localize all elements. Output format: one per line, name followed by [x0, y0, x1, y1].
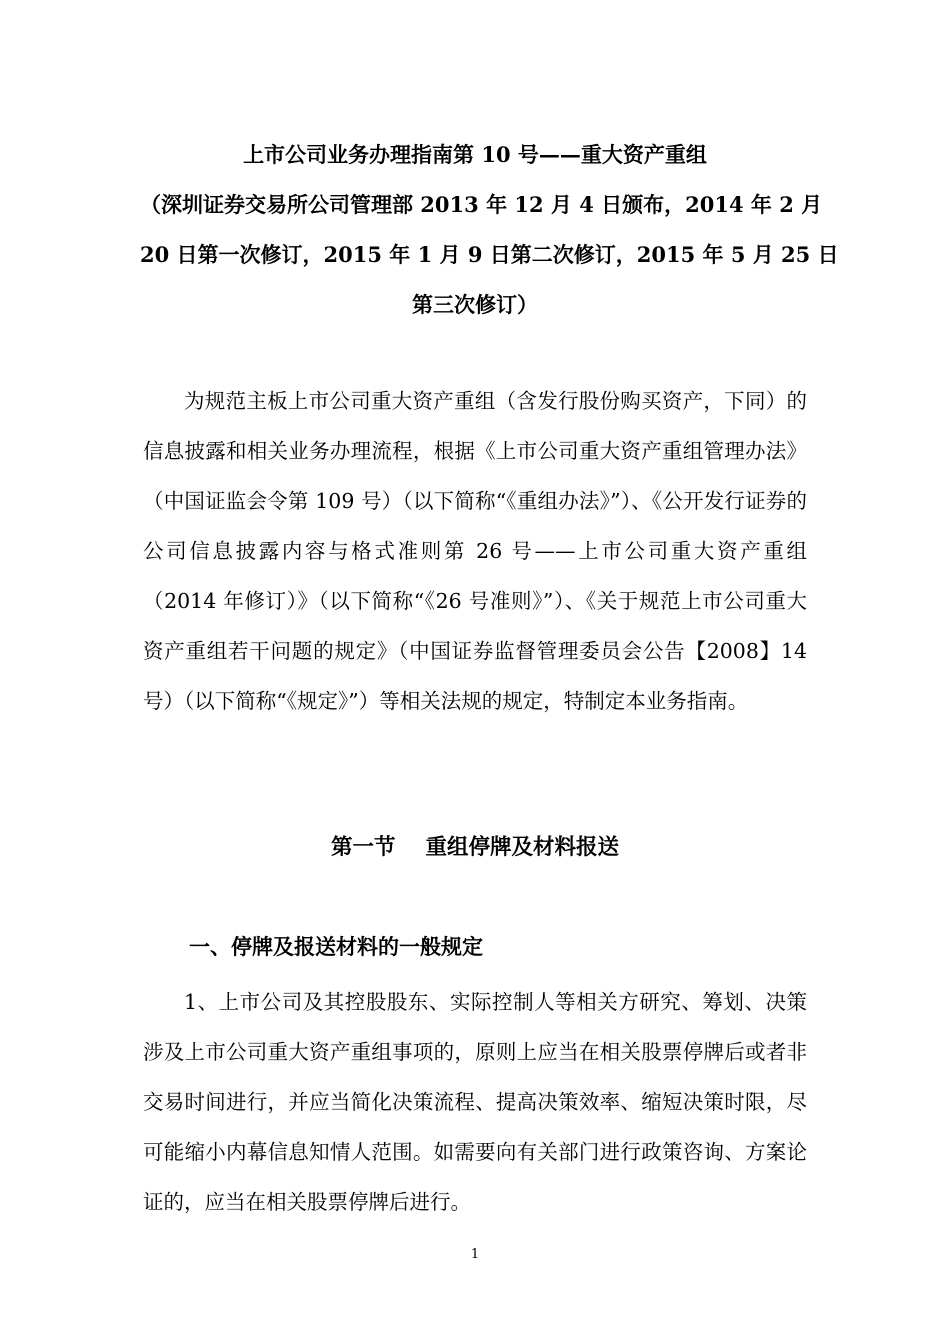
document-title	[140, 130, 839, 330]
title-line-1: 上市公司业务办理指南第 10 号——重大资产重组	[243, 142, 707, 167]
title-line-3: 20 日第一次修订，2015 年 1 月 9 日第二次修订，2015 年 5 月 25 日	[140, 242, 839, 267]
section-heading: 第一节 重组停牌及材料报送	[331, 835, 619, 860]
title-line-2: （深圳证券交易所公司管理部 2013 年 12 月 4 日颁布，2014 年 2 月	[140, 192, 823, 217]
title-line-4: 第三次修订）	[412, 292, 538, 317]
page-number: 1	[470, 1247, 480, 1262]
subsection-heading: 一、停牌及报送材料的一般规定	[189, 934, 483, 959]
body-paragraph-1: 1、上市公司及其控股股东、实际控制人等相关方研究、筹划、决策涉及上市公司重大资产重组事项的，原则上应当在相关股票停牌后或者非交易时间进行，并应当简化决策流程、提高决策效率、缩短决策时限，尽可能缩小内幕信息知情人范围。如需要向有关部门进行政策咨询、方案论证的，应当在相关股票停牌后进行。	[143, 990, 807, 1214]
intro-paragraph: 为规范主板上市公司重大资产重组（含发行股份购买资产，下同）的信息披露和相关业务办理流程，根据《上市公司重大资产重组管理办法》（中国证监会令第 109 号）（以下简称“《重组办法》”）、《公开发行证券的公司信息披露内容与格式准则第 26 号——上市公司重大资产重组（2014 年修订）》（以下简称“《26 号准则》”）、《关于规范上市公司重大资产重组若干问题的规定》（中国证券监督管理委员会公告【2008】14 号）（以下简称“《规定》”）等相关法规的规定，特制定本业务指南。	[143, 389, 807, 713]
